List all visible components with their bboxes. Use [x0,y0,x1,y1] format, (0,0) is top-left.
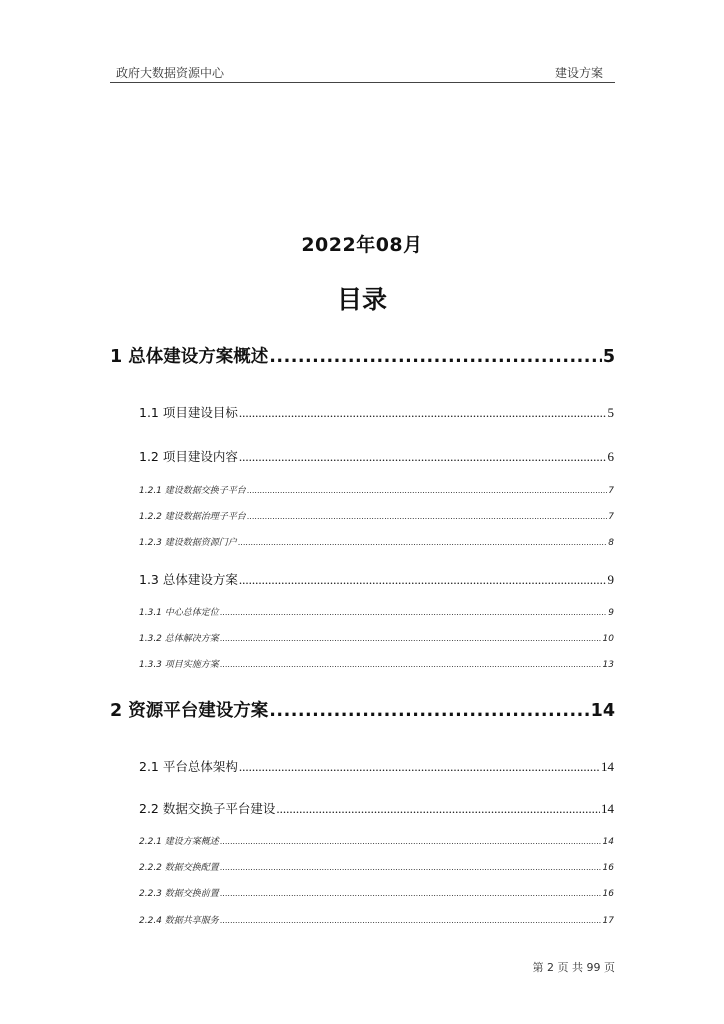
toc-entry-1-2-1[interactable] [139,483,614,496]
toc-entry-2-2-3[interactable] [139,886,614,899]
toc-dot-leader [269,347,602,367]
toc-entry-page: 5 [607,405,614,420]
toc-entry-label: 2.2.1 建设方案概述 [139,837,219,847]
toc-dot-leader [220,634,602,643]
toc-entry-1-2[interactable] [139,447,614,465]
toc-entry-label: 1.3.2 总体解决方案 [139,634,219,644]
toc-dot-leader [247,486,608,495]
toc-entry-label: 1 总体建设方案概述 [110,347,269,367]
toc-entry-page: 9 [608,608,614,618]
toc-entry-page: 7 [608,512,614,522]
toc-entry-page: 9 [607,572,614,587]
toc-entry-page: 17 [602,916,614,926]
toc-entry-2-1[interactable] [139,757,614,775]
toc-entry-page: 14 [590,701,615,721]
toc-dot-leader [220,837,602,846]
toc-entry-label: 1.3.1 中心总体定位 [139,608,219,618]
toc-entry-1-3-1[interactable] [139,605,614,618]
header-organization: 政府大数据资源中心 [116,66,225,80]
toc-entry-1-1[interactable] [139,403,614,421]
toc-entry-page: 8 [608,538,614,548]
toc-entry-label: 1.2.2 建设数据治理子平台 [139,512,246,522]
toc-entry-1-3[interactable] [139,570,614,588]
toc-entry-2[interactable] [110,697,615,722]
toc-entry-page: 14 [602,837,614,847]
page-footer: 第 2 页 共 99 页 [532,961,615,974]
toc-entry-page: 14 [601,801,614,816]
toc-dot-leader [220,608,608,617]
toc-entry-1-3-2[interactable] [139,631,614,644]
toc-entry-label: 2 资源平台建设方案 [110,701,269,721]
toc-dot-leader [276,801,600,817]
toc-entry-label: 1.1 项目建设目标 [139,405,238,420]
toc-entry-label: 2.2.3 数据交换前置 [139,889,219,899]
toc-entry-label: 2.2.4 数据共享服务 [139,916,219,926]
toc-entry-2-2-2[interactable] [139,860,614,873]
toc-entry-label: 1.2.3 建设数据资源门户 [139,538,237,548]
toc-entry-page: 10 [602,634,614,644]
toc-entry-1-2-2[interactable] [139,509,614,522]
toc-entry-1[interactable] [110,343,615,368]
toc-dot-leader [239,759,600,775]
toc-entry-2-2-4[interactable] [139,913,614,926]
toc-dot-leader [220,863,602,872]
toc-entry-page: 7 [608,486,614,496]
toc-entry-page: 6 [607,449,614,464]
toc-entry-label: 2.2.2 数据交换配置 [139,863,219,873]
document-date: 2022年08月 [301,234,423,256]
toc-entry-page: 5 [602,347,615,367]
toc-dot-leader [220,889,602,898]
toc-dot-leader [220,916,602,925]
toc-dot-leader [247,512,608,521]
toc-entry-label: 2.2 数据交换子平台建设 [139,801,276,816]
toc-entry-label: 1.3 总体建设方案 [139,572,238,587]
toc-entry-page: 16 [602,889,614,899]
toc-entry-2-2-1[interactable] [139,834,614,847]
toc-dot-leader [238,538,608,547]
toc-entry-1-2-3[interactable] [139,535,614,548]
toc-dot-leader [269,701,589,721]
toc-entry-label: 1.2.1 建设数据交换子平台 [139,486,246,496]
toc-entry-label: 1.2 项目建设内容 [139,449,238,464]
toc-entry-page: 16 [602,863,614,873]
toc-dot-leader [220,660,602,669]
page-header [110,64,615,83]
header-document-type: 建设方案 [554,66,603,80]
toc-entry-page: 13 [602,660,614,670]
toc-dot-leader [239,449,607,465]
toc-entry-2-2[interactable] [139,799,614,817]
toc-entry-1-3-3[interactable] [139,657,614,670]
toc-dot-leader [239,572,607,588]
toc-entry-label: 2.1 平台总体架构 [139,759,238,774]
toc-entry-page: 14 [601,759,614,774]
toc-entry-label: 1.3.3 项目实施方案 [139,660,219,670]
toc-dot-leader [239,405,607,421]
toc-title: 目录 [336,285,387,314]
